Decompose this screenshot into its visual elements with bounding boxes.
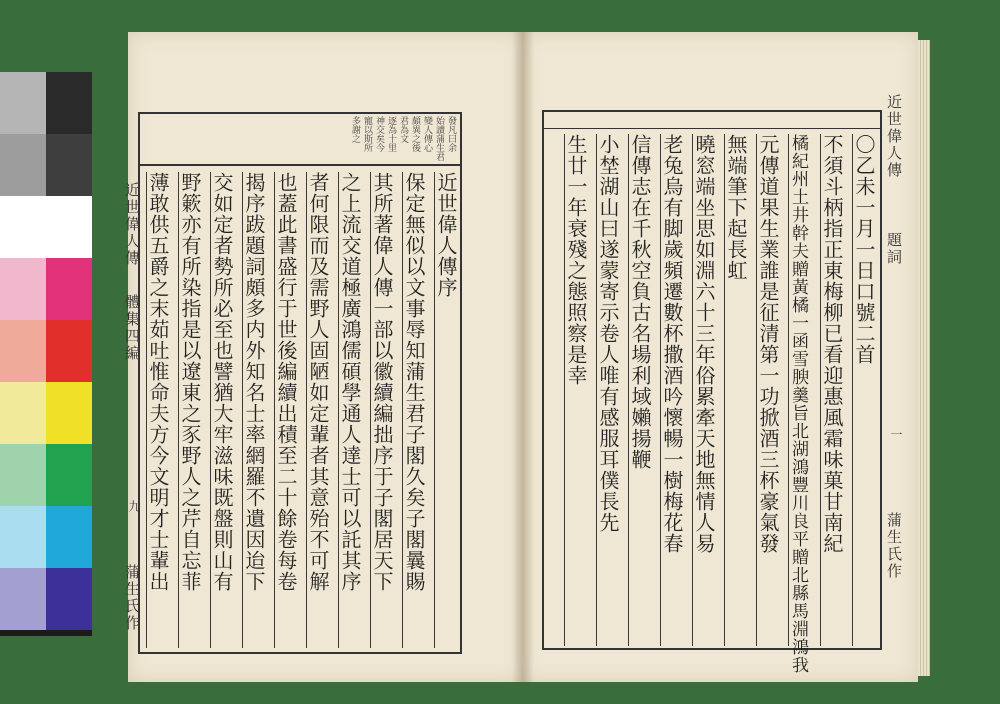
calibration-patch [46, 196, 92, 258]
note-column: 始讀蒲生君 [434, 116, 444, 161]
note-column: 寵以斯所 [362, 116, 372, 152]
left-margin-title: 近世偉人傳 [123, 182, 141, 267]
calibration-patch [0, 568, 46, 630]
text-column: 揭序跋題詞頗多内外知名士率網羅不遺因迨下 [242, 172, 264, 648]
text-column: 也蓋此書盛行于世後編續出積至二十餘卷每卷 [274, 172, 296, 648]
calibration-patch [46, 320, 92, 382]
right-margin-title: 近世偉人傳 [885, 94, 903, 179]
text-column: 小埜湖山曰遂蒙寄示卷人唯有感服耳僕長先 [596, 134, 618, 646]
book-spread [123, 32, 930, 682]
note-column: 變人傳心 [422, 116, 432, 152]
text-column: 近世偉人傳序 [434, 172, 456, 648]
text-column: 保定無似以文事辱知蒲生君子閣久矣子閣曩賜 [402, 172, 424, 648]
calibration-patch [0, 382, 46, 444]
right-folio-number: 一 [889, 428, 903, 441]
right-margin-author: 蒲生氏作 [885, 512, 903, 580]
text-column: 野簌亦有所染指是以遼東之豕野人之芹自忘菲 [178, 172, 200, 648]
right-header-divider [542, 128, 882, 129]
color-calibration-strip [0, 72, 92, 636]
calibration-patch [46, 444, 92, 506]
text-column: 其所著偉人傳一部以徽續編拙序于子閣居天下 [370, 172, 392, 648]
text-column: 橘紀州土井幹夫贈黃橘一函雪腴羹旨北湖鴻豐川良平贈北縣馬淵鴻我 [788, 134, 808, 674]
calibration-patch [46, 382, 92, 444]
left-notes-divider [138, 164, 462, 166]
text-column: 老兔烏有脚歲頻遷數杯撒酒吟懷暢一樹梅花春 [660, 134, 682, 646]
note-column: 多謝之 [350, 116, 360, 143]
left-margin-label: 體集四編 [123, 294, 141, 362]
calibration-patch [46, 258, 92, 320]
text-column: 之上流交道極廣鴻儒碩學通人達士可以託其序 [338, 172, 360, 648]
text-column: 無端筆下起長虹 [724, 134, 746, 646]
calibration-patch [0, 134, 46, 196]
text-column: 元傳道果生業誰是征清第一功掀酒三杯豪氣發 [756, 134, 778, 646]
calibration-patch [0, 444, 46, 506]
calibration-patch [46, 72, 92, 134]
note-column: 君為文 [398, 116, 408, 143]
book-gutter [512, 32, 534, 682]
page-edges [918, 40, 930, 676]
calibration-patch [0, 72, 46, 134]
text-column: 信傳志在千秋空負古名場利域嬾揚鞭 [628, 134, 650, 646]
left-margin-author: 蒲生氏作 [123, 564, 141, 632]
calibration-patch [0, 506, 46, 568]
note-column: 頗異之後 [410, 116, 420, 152]
calibration-patch [46, 506, 92, 568]
text-column: 曉窓端坐思如淵六十三年俗累牽天地無情人易 [692, 134, 714, 646]
note-column: 神交矣今 [374, 116, 384, 152]
note-column: 逐為十里 [386, 116, 396, 152]
text-column: 者何限而及需野人固陋如定輩者其意殆不可解 [306, 172, 328, 648]
text-column: 薄敢供五爵之末茹吐惟命夫方今文明才士輩出 [146, 172, 168, 648]
text-column: 不須斗柄指正東梅柳已看迎惠風霜味菓甘南紀 [820, 134, 842, 646]
calibration-patch [0, 196, 46, 258]
text-column: 交如定者勢所必至也譬猶大牢滋味既盤則山有 [210, 172, 232, 648]
left-folio-number: 九 [127, 500, 141, 513]
calibration-patch [0, 320, 46, 382]
calibration-patch [0, 258, 46, 320]
right-margin-label: 題詞 [885, 232, 903, 266]
calibration-patch [46, 134, 92, 196]
text-column: 〇乙未一月一日口號二首 [852, 134, 874, 646]
text-column: 生廿一年衰殘之態照察是幸 [564, 134, 586, 646]
note-column: 發凡曰余 [446, 116, 456, 152]
calibration-patch [46, 568, 92, 630]
